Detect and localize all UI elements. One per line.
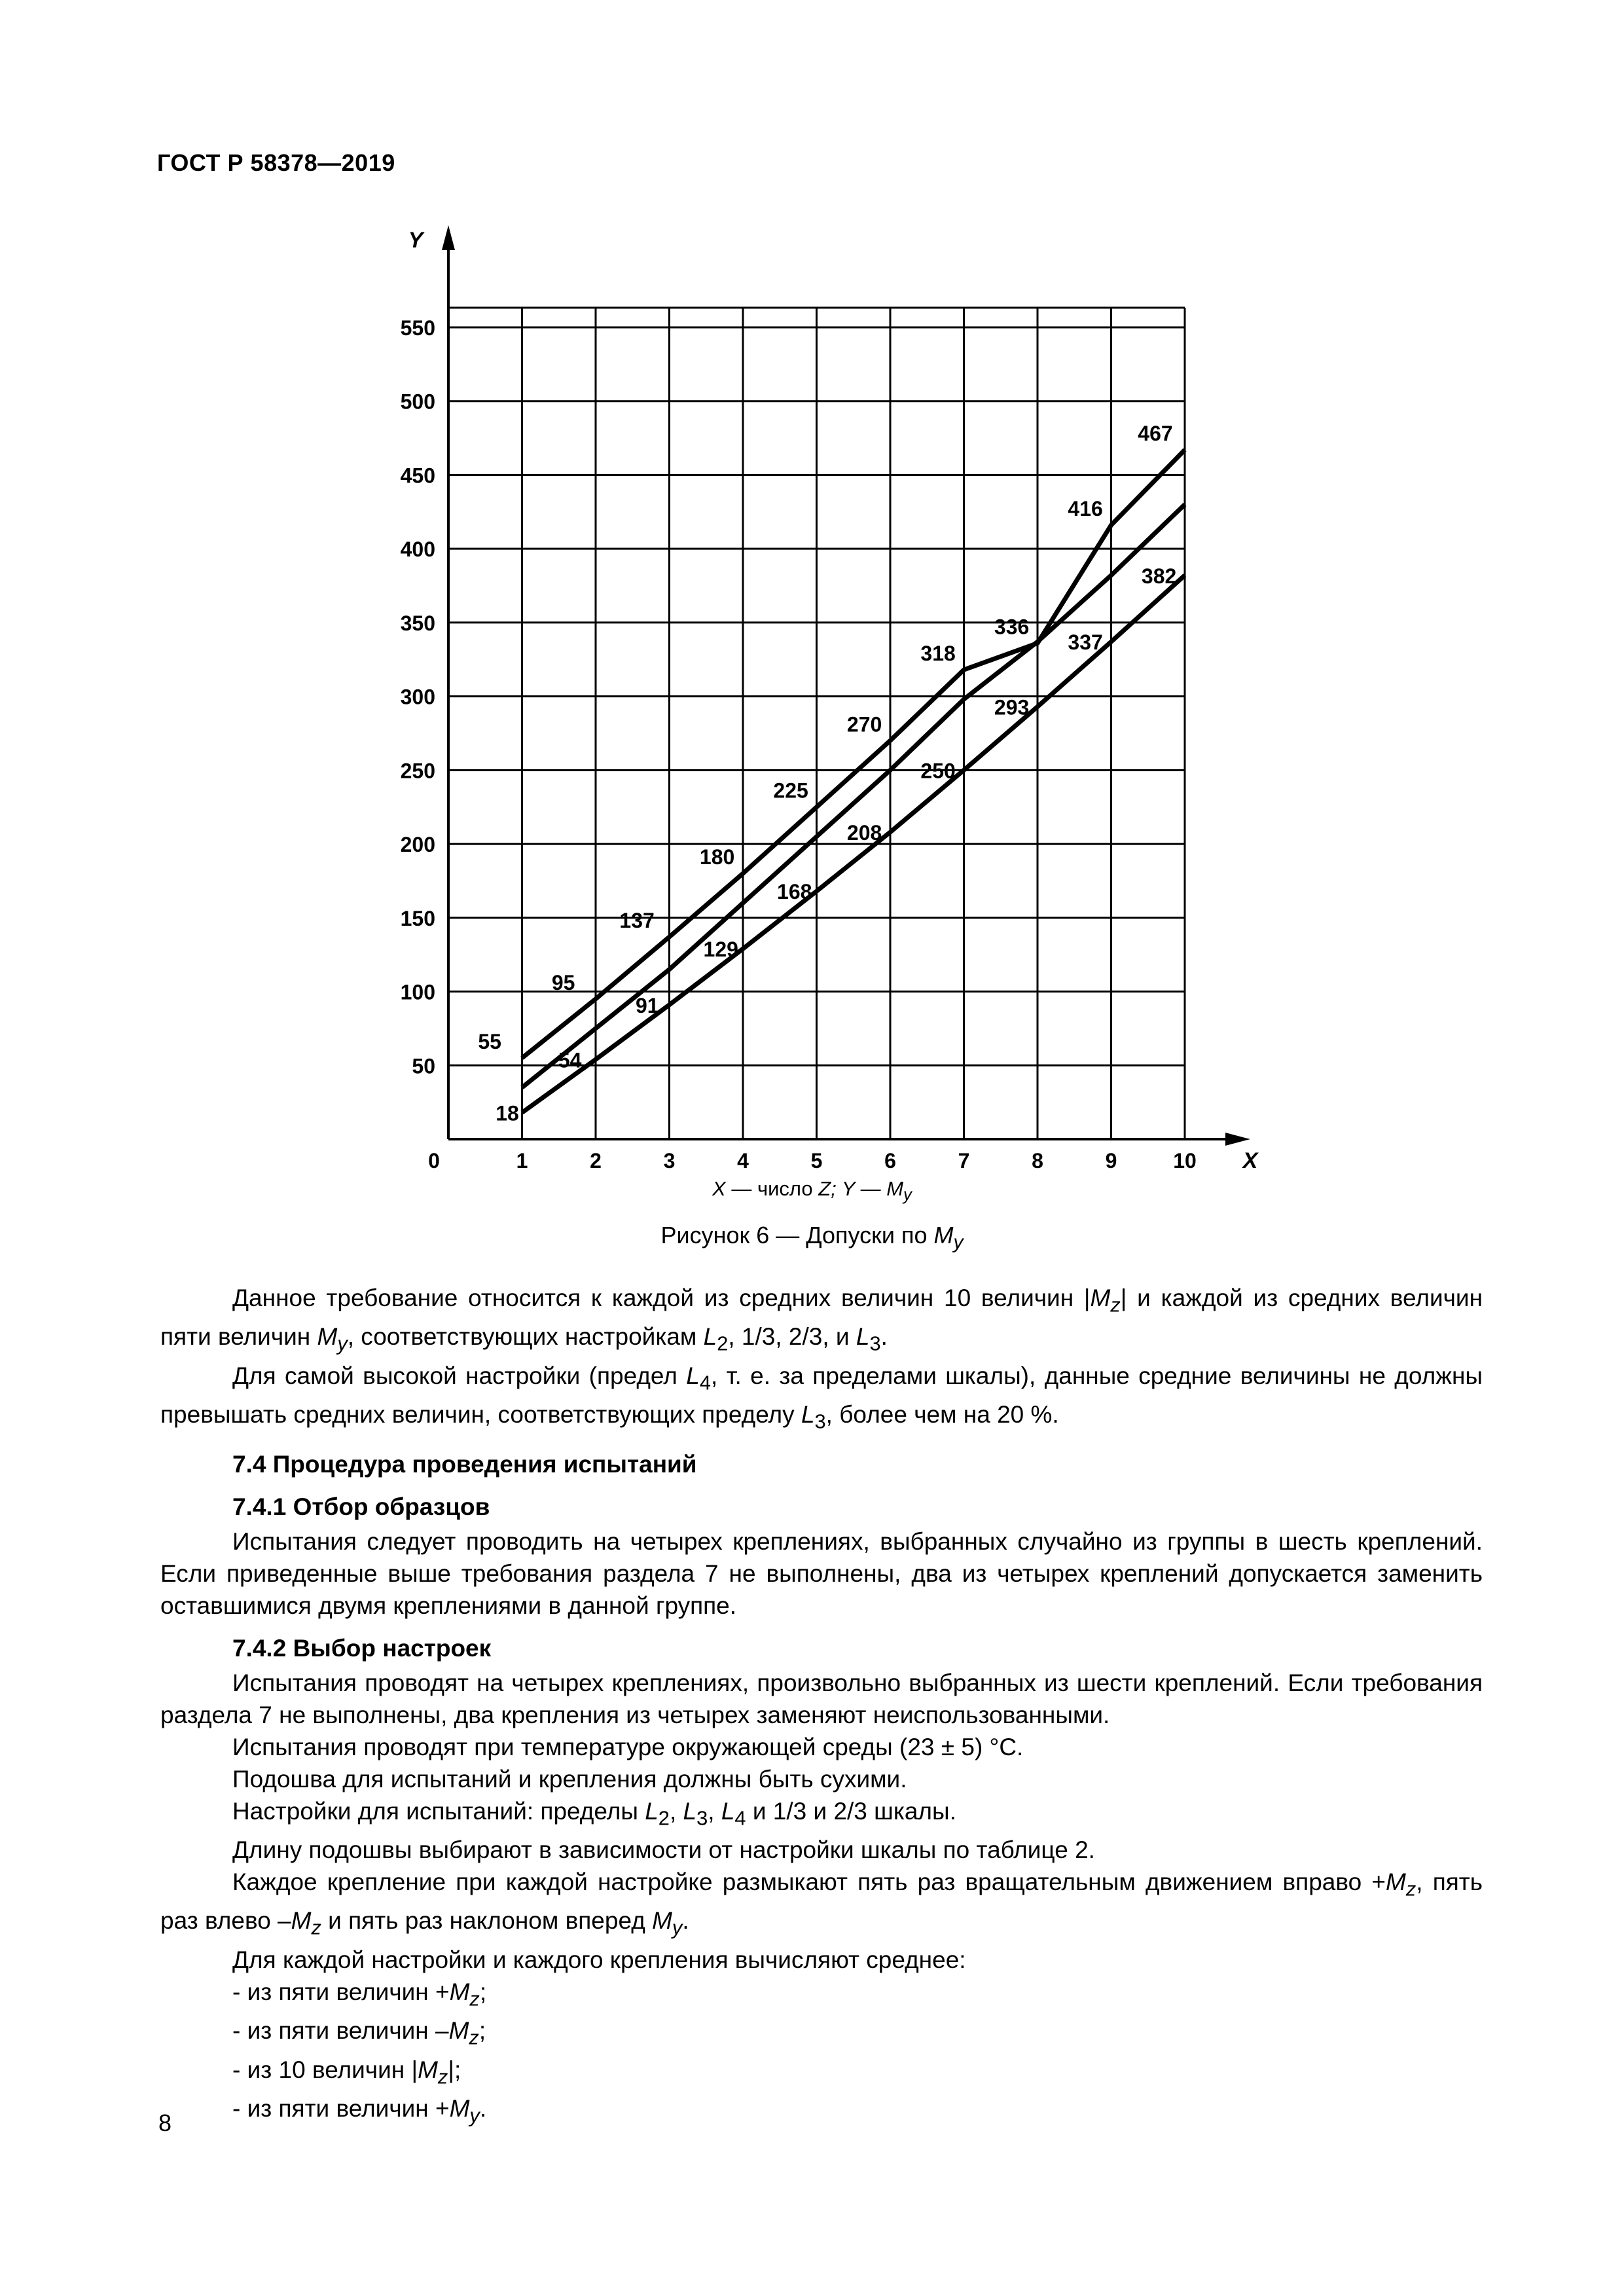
- body-text: [160, 1282, 1483, 2131]
- list-item: - из 10 величин $|M_z|$;: [232, 2056, 461, 2088]
- data-label: 225: [773, 778, 808, 803]
- x-tick-label: 10: [1173, 1149, 1197, 1172]
- chart: [367, 216, 1283, 1172]
- x-tick-label: 6: [884, 1149, 896, 1172]
- y-tick-label: 200: [400, 833, 435, 857]
- y-tick-label: 100: [400, 980, 435, 1004]
- x-tick-label: 3: [663, 1149, 676, 1172]
- data-label: 416: [1068, 497, 1103, 521]
- data-label: 129: [703, 938, 738, 962]
- paragraph: Испытания проводят при температуре окружающей среды (23 ± 5) °С.: [232, 1733, 1024, 1760]
- y-tick-label: 50: [412, 1054, 435, 1078]
- data-label: 180: [699, 845, 735, 869]
- data-labels: [478, 422, 1176, 1125]
- x-tick-label: 2: [590, 1149, 602, 1172]
- paragraph: Для каждой настройки и каждого крепления вычисляют среднее:: [232, 1946, 966, 1973]
- section-heading: 7.4 Процедура проведения испытаний: [232, 1450, 697, 1478]
- list-item: - из пяти величин $-M_z$;: [232, 2017, 486, 2049]
- paragraph: Длину подошвы выбирают в зависимости от настройки шкалы по таблице 2.: [232, 1836, 1095, 1863]
- x-axis-arrow: [1225, 1133, 1250, 1146]
- data-label: 293: [994, 695, 1030, 720]
- data-label: 91: [635, 993, 659, 1017]
- series-line-middle: [522, 505, 1185, 1088]
- x-tick-label: 4: [737, 1149, 749, 1172]
- data-label: 382: [1141, 564, 1177, 588]
- data-label: 55: [478, 1030, 501, 1053]
- data-label: 208: [846, 821, 882, 845]
- subsection-heading: 7.4.1 Отбор образцов: [232, 1493, 490, 1520]
- axes: [401, 225, 1259, 1172]
- x-tick-label: 9: [1105, 1149, 1117, 1172]
- page-number: 8: [158, 2109, 172, 2136]
- list-item: - из пяти величин $+M_z$;: [232, 1978, 487, 2011]
- data-label: 318: [920, 642, 956, 666]
- x-tick-label: 0: [428, 1149, 440, 1172]
- x-tick-label: 8: [1032, 1149, 1043, 1172]
- y-axis-title: Y: [408, 228, 424, 253]
- data-label: 54: [558, 1048, 582, 1072]
- grid: [448, 308, 1185, 1139]
- y-tick-label: 300: [400, 685, 435, 709]
- x-axis-title: X: [1242, 1148, 1258, 1172]
- data-label: 337: [1068, 630, 1103, 655]
- paragraph: Данное требование относится к каждой из средних величин 10 величин $|M_z|$ и каждой из средних величин пяти величин $M_y$, соответствующих настройкам $L_2$, 1/3, 2/3, и $L_3$.: [160, 1285, 1483, 1355]
- data-label: 168: [777, 880, 812, 904]
- x-tick-label: 1: [516, 1149, 528, 1172]
- y-tick-label: 400: [400, 538, 435, 562]
- y-tick-label: 550: [400, 316, 435, 340]
- data-label: 137: [619, 909, 655, 933]
- y-axis-arrow: [442, 225, 455, 250]
- data-label: 18: [496, 1101, 519, 1125]
- y-tick-label: 250: [400, 759, 435, 783]
- paragraph: Испытания следует проводить на четырех креплениях, выбранных случайно из группы в шесть креплений. Если приведенные выше требования раздела 7 не выполнены, два из четырех креплений допускается заменить оставшимися двумя креплениями в данной группе.: [160, 1527, 1483, 1619]
- paragraph: Для самой высокой настройки (предел $L_4$, т. е. за пределами шкалы), данные средние величины не должны превышать средних величин, соответствующих пределу $L_3$, более чем на 20 %.: [160, 1362, 1483, 1433]
- document-header: ГОСТ Р 58378—2019: [157, 149, 395, 176]
- data-label: 95: [551, 970, 575, 994]
- y-tick-label: 150: [400, 906, 435, 930]
- y-tick-label: 500: [400, 390, 435, 414]
- subsection-heading: 7.4.2 Выбор настроек: [232, 1634, 492, 1662]
- data-label: 467: [1138, 422, 1173, 446]
- data-label: 336: [994, 615, 1030, 639]
- x-tick-label: 7: [958, 1149, 970, 1172]
- paragraph: Настройки для испытаний: пределы $L_2$, $L_3$, $L_4$ и 1/3 и 2/3 шкалы.: [232, 1797, 956, 1829]
- list-item: - из пяти величин $+M_y$.: [232, 2094, 487, 2127]
- figure-caption: Рисунок 6 — Допуски по $M_y$: [660, 1222, 964, 1254]
- figure-legend: X — число Z; Y — $M_y$: [712, 1177, 912, 1205]
- y-tick-label: 350: [400, 611, 435, 635]
- series-line-upper: [522, 450, 1185, 1058]
- data-label: 250: [920, 759, 956, 783]
- paragraph: Каждое крепление при каждой настройке размыкают пять раз вращательным движением вправо $+M_z$, пять раз влево $-M_z$ и пять раз наклоном вперед $M_y$.: [160, 1868, 1483, 1939]
- y-tick-label: 450: [400, 464, 435, 488]
- data-label: 270: [846, 712, 882, 737]
- paragraph: Испытания проводят на четырех креплениях, произвольно выбранных из шести креплений. Если требования раздела 7 не выполнены, два крепления из четырех заменяют неиспользованными.: [160, 1669, 1483, 1728]
- paragraph: Подошва для испытаний и крепления должны быть сухими.: [232, 1765, 907, 1793]
- x-tick-label: 5: [810, 1149, 823, 1172]
